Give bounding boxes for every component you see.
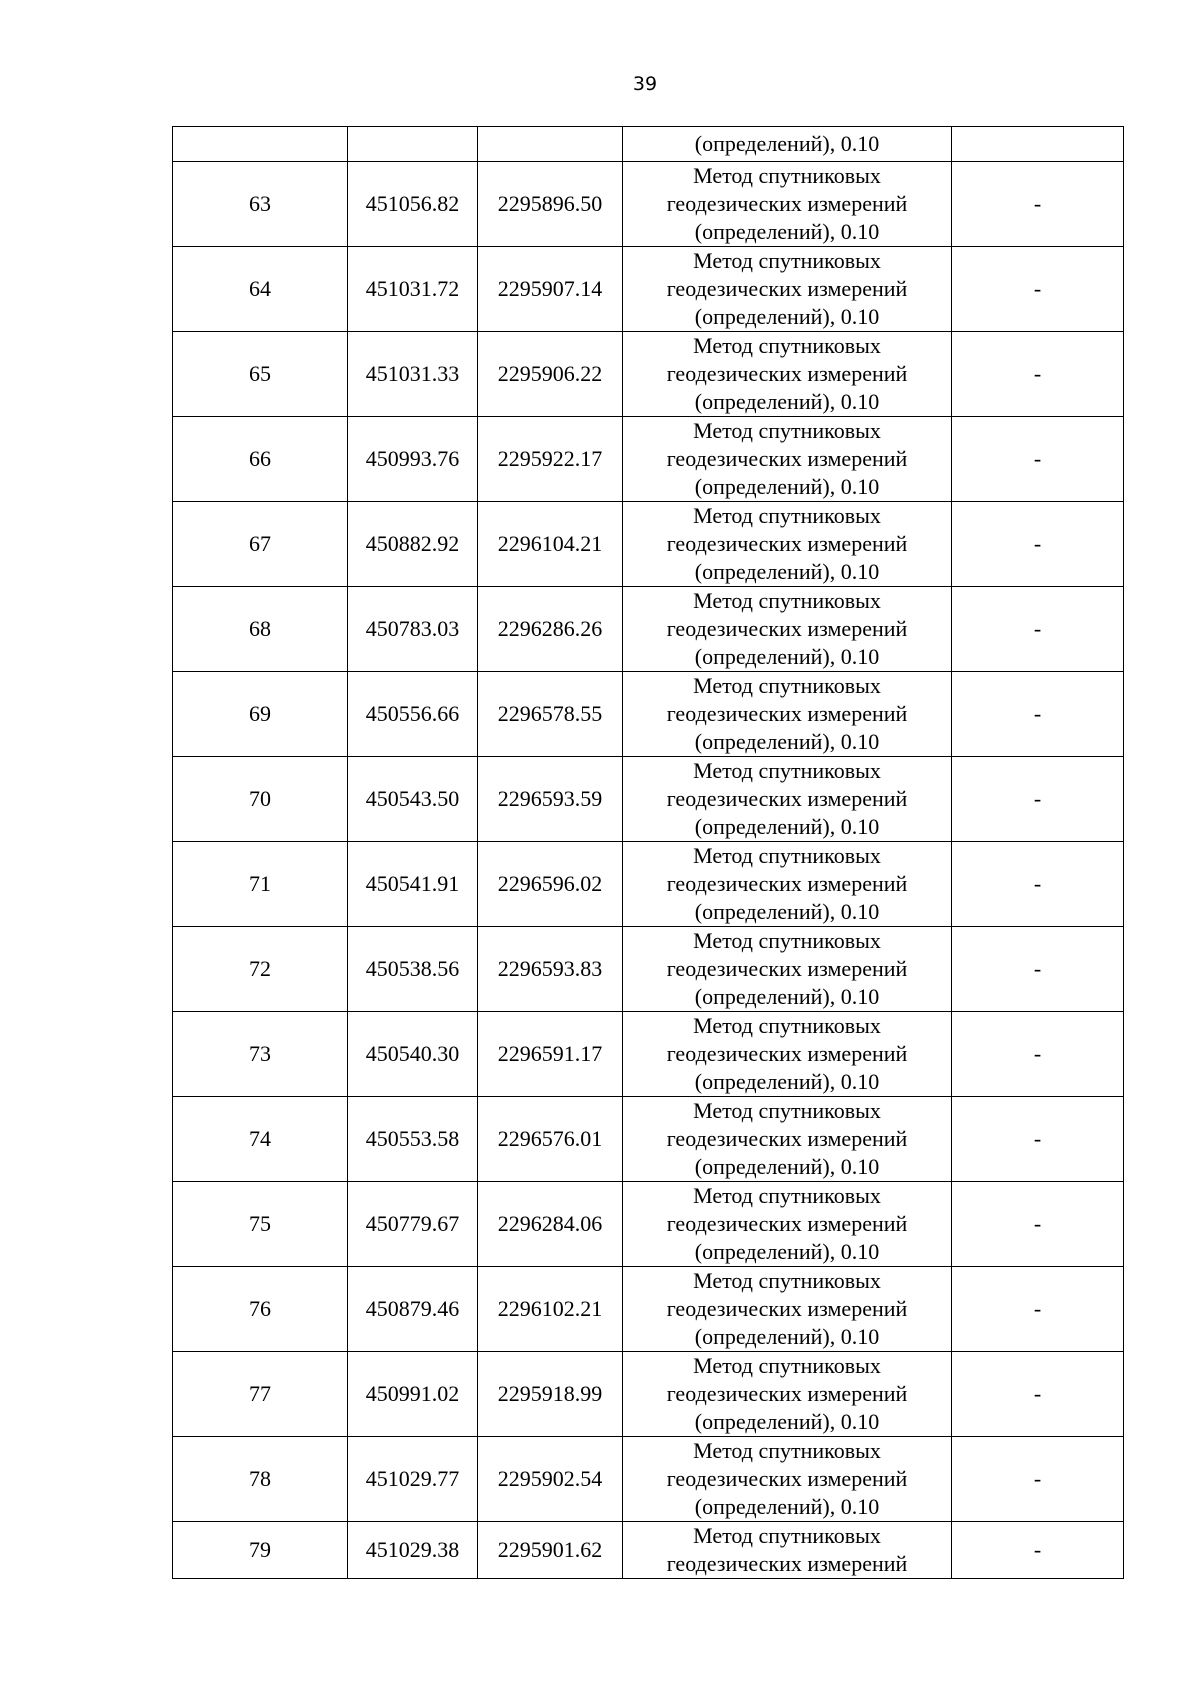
method-line: (определений), 0.10	[694, 1324, 880, 1349]
table-row	[173, 927, 1124, 1012]
method-cell	[623, 127, 952, 162]
method-line: Метод спутниковых	[693, 673, 881, 698]
method-line: геодезических измерений	[666, 361, 908, 386]
y-coordinate-cell: 2295896.50	[478, 162, 623, 247]
y-coordinate-cell: 2296102.21	[478, 1267, 623, 1352]
table-row	[173, 1097, 1124, 1182]
x-coordinate-cell: 450541.91	[348, 842, 478, 927]
method-line: (определений), 0.10	[694, 474, 880, 499]
point-number-cell	[173, 127, 348, 162]
table-row	[173, 162, 1124, 247]
method-line: (определений), 0.10	[694, 1494, 880, 1519]
method-line: Метод спутниковых	[693, 1353, 881, 1378]
point-number-cell: 73	[173, 1012, 348, 1097]
method-cell	[623, 1437, 952, 1522]
x-coordinate-cell: 450879.46	[348, 1267, 478, 1352]
description-cell: -	[952, 1352, 1124, 1437]
point-number-cell: 65	[173, 332, 348, 417]
method-line: Метод спутниковых	[693, 418, 881, 443]
method-line: (определений), 0.10	[694, 1409, 880, 1434]
method-line: (определений), 0.10	[694, 814, 880, 839]
method-cell	[623, 1097, 952, 1182]
table-row	[173, 842, 1124, 927]
table-row	[173, 1352, 1124, 1437]
method-line: Метод спутниковых	[693, 1523, 881, 1548]
method-line: (определений), 0.10	[694, 984, 880, 1009]
method-line: геодезических измерений	[666, 1126, 908, 1151]
x-coordinate-cell: 450882.92	[348, 502, 478, 587]
method-line: Метод спутниковых	[693, 588, 881, 613]
x-coordinate-cell: 450993.76	[348, 417, 478, 502]
method-line: геодезических измерений	[666, 1296, 908, 1321]
method-line: геодезических измерений	[666, 1381, 908, 1406]
description-cell: -	[952, 332, 1124, 417]
method-line: (определений), 0.10	[694, 899, 880, 924]
method-line: геодезических измерений	[666, 786, 908, 811]
x-coordinate-cell: 451056.82	[348, 162, 478, 247]
method-cell	[623, 162, 952, 247]
method-line: Метод спутниковых	[693, 928, 881, 953]
y-coordinate-cell: 2296593.59	[478, 757, 623, 842]
point-number-cell: 66	[173, 417, 348, 502]
description-cell: -	[952, 672, 1124, 757]
method-line: геодезических измерений	[666, 1551, 908, 1576]
table-row	[173, 672, 1124, 757]
method-cell	[623, 1012, 952, 1097]
point-number-cell: 79	[173, 1522, 348, 1579]
x-coordinate-cell: 450538.56	[348, 927, 478, 1012]
description-cell: -	[952, 1097, 1124, 1182]
table-body	[173, 127, 1124, 1579]
method-line: Метод спутниковых	[693, 1183, 881, 1208]
description-cell: -	[952, 587, 1124, 672]
method-cell	[623, 332, 952, 417]
point-number-cell: 76	[173, 1267, 348, 1352]
description-cell: -	[952, 1522, 1124, 1579]
method-line: геодезических измерений	[666, 531, 908, 556]
x-coordinate-cell: 450779.67	[348, 1182, 478, 1267]
table-row	[173, 1267, 1124, 1352]
method-line: геодезических измерений	[666, 1041, 908, 1066]
description-cell: -	[952, 1012, 1124, 1097]
y-coordinate-cell: 2296284.06	[478, 1182, 623, 1267]
description-cell: -	[952, 1182, 1124, 1267]
method-line: Метод спутниковых	[693, 503, 881, 528]
point-number-cell: 78	[173, 1437, 348, 1522]
method-cell	[623, 757, 952, 842]
method-cell	[623, 502, 952, 587]
table-row	[173, 1437, 1124, 1522]
y-coordinate-cell: 2296591.17	[478, 1012, 623, 1097]
y-coordinate-cell	[478, 127, 623, 162]
point-number-cell: 74	[173, 1097, 348, 1182]
x-coordinate-cell: 450991.02	[348, 1352, 478, 1437]
description-cell: -	[952, 1437, 1124, 1522]
y-coordinate-cell: 2295906.22	[478, 332, 623, 417]
point-number-cell: 72	[173, 927, 348, 1012]
table-row	[173, 127, 1124, 162]
table-row	[173, 417, 1124, 502]
y-coordinate-cell: 2296578.55	[478, 672, 623, 757]
method-line: (определений), 0.10	[694, 389, 880, 414]
x-coordinate-cell: 451031.72	[348, 247, 478, 332]
y-coordinate-cell: 2295907.14	[478, 247, 623, 332]
table-row	[173, 1182, 1124, 1267]
description-cell: -	[952, 502, 1124, 587]
table-row	[173, 502, 1124, 587]
page-number: 39	[632, 73, 658, 95]
y-coordinate-cell: 2296286.26	[478, 587, 623, 672]
method-cell	[623, 1182, 952, 1267]
y-coordinate-cell: 2295922.17	[478, 417, 623, 502]
method-line: (определений), 0.10	[694, 1154, 880, 1179]
x-coordinate-cell	[348, 127, 478, 162]
point-number-cell: 68	[173, 587, 348, 672]
point-number-cell: 64	[173, 247, 348, 332]
description-cell: -	[952, 757, 1124, 842]
y-coordinate-cell: 2295902.54	[478, 1437, 623, 1522]
y-coordinate-cell: 2295901.62	[478, 1522, 623, 1579]
method-line: геодезических измерений	[666, 1466, 908, 1491]
method-line: Метод спутниковых	[693, 163, 881, 188]
x-coordinate-cell: 450783.03	[348, 587, 478, 672]
description-cell: -	[952, 247, 1124, 332]
table-row	[173, 587, 1124, 672]
table-row	[173, 1012, 1124, 1097]
point-number-cell: 70	[173, 757, 348, 842]
y-coordinate-cell: 2296104.21	[478, 502, 623, 587]
coordinates-table	[172, 126, 1124, 1579]
method-line: (определений), 0.10	[694, 559, 880, 584]
x-coordinate-cell: 451029.77	[348, 1437, 478, 1522]
method-line: геодезических измерений	[666, 446, 908, 471]
y-coordinate-cell: 2296596.02	[478, 842, 623, 927]
method-line: геодезических измерений	[666, 956, 908, 981]
method-line: Метод спутниковых	[693, 1098, 881, 1123]
method-cell	[623, 927, 952, 1012]
method-cell	[623, 1522, 952, 1579]
table-row	[173, 332, 1124, 417]
method-cell	[623, 1352, 952, 1437]
description-cell: -	[952, 842, 1124, 927]
method-line: геодезических измерений	[666, 276, 908, 301]
method-line: Метод спутниковых	[693, 1268, 881, 1293]
method-line: (определений), 0.10	[694, 304, 880, 329]
method-line: (определений), 0.10	[694, 644, 880, 669]
point-number-cell: 67	[173, 502, 348, 587]
description-cell: -	[952, 162, 1124, 247]
description-cell: -	[952, 1267, 1124, 1352]
method-line: (определений), 0.10	[694, 1239, 880, 1264]
x-coordinate-cell: 451031.33	[348, 332, 478, 417]
x-coordinate-cell: 450543.50	[348, 757, 478, 842]
method-line: геодезических измерений	[666, 1211, 908, 1236]
table-row	[173, 247, 1124, 332]
method-cell	[623, 672, 952, 757]
x-coordinate-cell: 450553.58	[348, 1097, 478, 1182]
method-line: геодезических измерений	[666, 616, 908, 641]
table-row	[173, 1522, 1124, 1579]
table-row	[173, 757, 1124, 842]
method-cell	[623, 1267, 952, 1352]
method-line: Метод спутниковых	[693, 248, 881, 273]
method-line: Метод спутниковых	[693, 1013, 881, 1038]
method-line: Метод спутниковых	[693, 1438, 881, 1463]
method-line: (определений), 0.10	[694, 729, 880, 754]
point-number-cell: 71	[173, 842, 348, 927]
method-line: (определений), 0.10	[694, 1069, 880, 1094]
method-line: (определений), 0.10	[694, 219, 880, 244]
point-number-cell: 77	[173, 1352, 348, 1437]
x-coordinate-cell: 451029.38	[348, 1522, 478, 1579]
x-coordinate-cell: 450556.66	[348, 672, 478, 757]
method-line: Метод спутниковых	[693, 333, 881, 358]
y-coordinate-cell: 2296576.01	[478, 1097, 623, 1182]
method-line: Метод спутниковых	[693, 758, 881, 783]
y-coordinate-cell: 2296593.83	[478, 927, 623, 1012]
x-coordinate-cell: 450540.30	[348, 1012, 478, 1097]
method-line: геодезических измерений	[666, 191, 908, 216]
description-cell: -	[952, 927, 1124, 1012]
point-number-cell: 63	[173, 162, 348, 247]
method-cell	[623, 247, 952, 332]
description-cell: -	[952, 417, 1124, 502]
method-cell	[623, 842, 952, 927]
method-line: Метод спутниковых	[693, 843, 881, 868]
y-coordinate-cell: 2295918.99	[478, 1352, 623, 1437]
point-number-cell: 75	[173, 1182, 348, 1267]
method-line: геодезических измерений	[666, 871, 908, 896]
method-cell	[623, 587, 952, 672]
point-number-cell: 69	[173, 672, 348, 757]
description-cell	[952, 127, 1124, 162]
method-line: (определений), 0.10	[694, 131, 880, 156]
method-line: геодезических измерений	[666, 701, 908, 726]
method-cell	[623, 417, 952, 502]
